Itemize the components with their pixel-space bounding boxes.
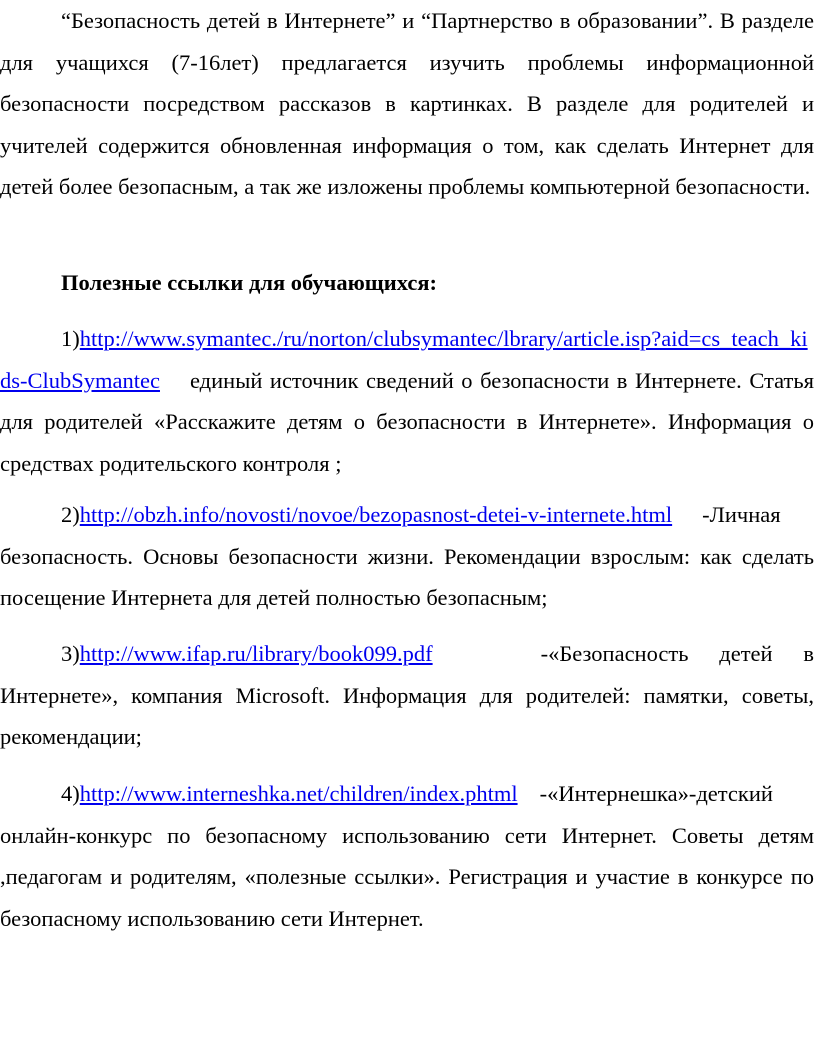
link-number: 3) (61, 641, 80, 666)
link-url[interactable]: http://www.interneshka.net/children/index.phtml (79, 781, 518, 806)
link-url[interactable]: http://obzh.info/novosti/novoe/bezopasnost-detei-v-internete.html (79, 502, 673, 527)
link-description: -«Интернешка»-детский онлайн-конкурс по безопасному использованию сети Интернет. Советы детям ,педагогам и родителям, «полезные ссылки». Регистрация и участие в конкурсе по безопасному использованию сети Интернет. (0, 781, 814, 931)
links-heading: Полезные ссылки для обучающихся: (61, 270, 438, 295)
intro-paragraph: “Безопасность детей в Интернете” и “Партнерство в образовании”. В разделе для учащихся (7-16лет) предлагается изучить проблемы информационной безопасности посредством рассказов в картинках. В разделе для родителей и учителей содержится обновленная информация о том, как сделать Интернет для детей более безопасным, а так же изложены проблемы компьютерной безопасности. (0, 8, 814, 199)
link-number: 1) (61, 326, 80, 351)
link-item-4 (0, 773, 814, 939)
link-description: -«Безопасность детей в Интернете», компания Microsoft. Информация для родителей: памятки, советы, рекомендации; (0, 641, 814, 749)
link-number: 2) (61, 502, 80, 527)
link-url[interactable]: http://www.ifap.ru/library/book099.pdf (79, 641, 433, 666)
link-description: -Личная безопасность. Основы безопасности жизни. Рекомендации взрослым: как сделать посещение Интернета для детей полностью безопасным; (0, 502, 814, 610)
link-description: единый источник сведений о безопасности в Интернете. Статья для родителей «Расскажите детям о безопасности в Интернете». Информация о средствах родительского контроля ; (0, 367, 814, 476)
link-item-1 (0, 318, 814, 484)
link-number: 4) (61, 781, 80, 806)
link-item-2 (0, 494, 814, 619)
link-item-3 (0, 633, 814, 758)
link-url[interactable]: http://www.symantec./ru/norton/clubsymantec/lbrary/article.isp?aid=cs_teach_kids-ClubSymantec (0, 326, 808, 393)
